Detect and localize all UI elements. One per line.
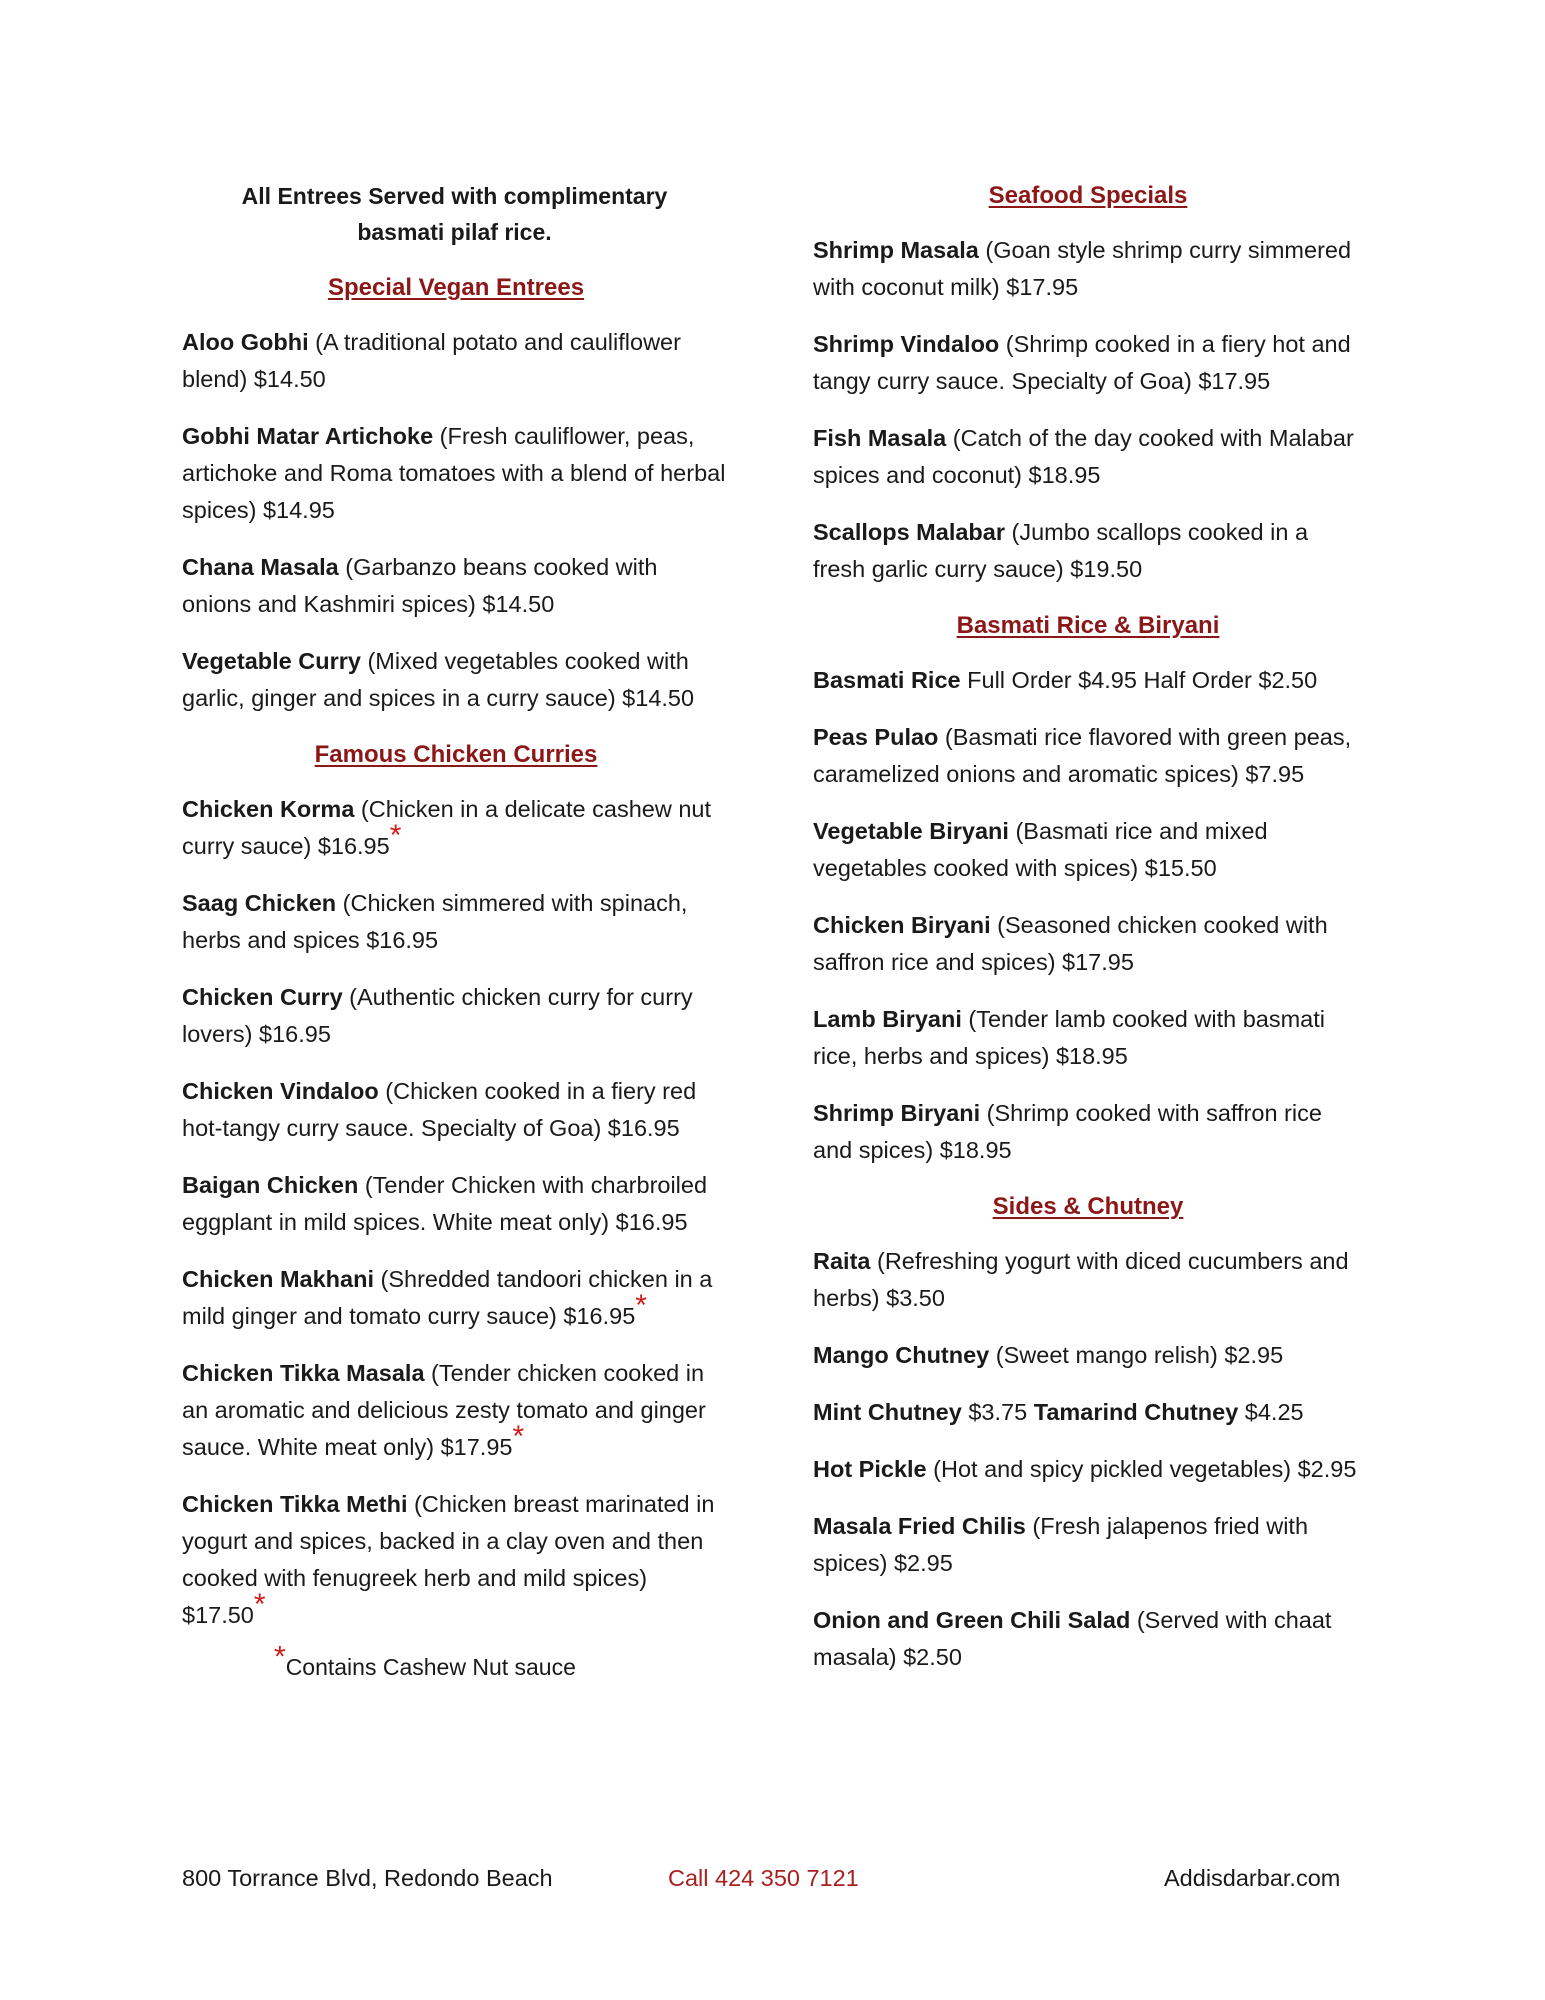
cashew-footnote (182, 1640, 730, 1681)
item-description: (Tender Chicken with charbroiled eggplant in mild spices. White meat only) $16.95 (182, 1172, 708, 1235)
right-column (813, 178, 1363, 1696)
menu-item (182, 324, 730, 398)
menu-item (813, 907, 1363, 981)
section-vegan-entrees (182, 270, 730, 717)
item-description: (Shrimp cooked in a fiery hot and tangy curry sauce. Specialty of Goa) $17.95 (813, 331, 1351, 394)
item-description: (A traditional potato and cauliflower blend) $14.50 (182, 329, 681, 392)
section-title: Seafood Specials (988, 182, 1188, 209)
item-name: Scallops Malabar (813, 519, 1005, 545)
menu-item (182, 1261, 730, 1335)
section-seafood-specials (813, 178, 1363, 588)
item-name: Baigan Chicken (182, 1172, 359, 1198)
intro-note (182, 178, 727, 250)
item-name: Hot Pickle (813, 1456, 927, 1482)
footer-website[interactable]: Addisdarbar.com (1164, 1865, 1341, 1891)
item-description: (Seasoned chicken cooked with saffron rice and spices) $17.95 (813, 912, 1328, 975)
menu-item (813, 232, 1363, 306)
cashew-star-marker: * (389, 819, 402, 853)
item-name: Chicken Tikka Masala (182, 1360, 425, 1386)
item-name: Fish Masala (813, 425, 947, 451)
item-description: (Authentic chicken curry for curry lovers) $16.95 (182, 984, 693, 1047)
item-description: (Chicken in a delicate cashew nut curry sauce) $16.95 (182, 796, 711, 859)
item-name: Onion and Green Chili Salad (813, 1607, 1131, 1633)
item-description: (Refreshing yogurt with diced cucumbers and herbs) $3.50 (813, 1248, 1349, 1311)
footer-address: 800 Torrance Blvd, Redondo Beach (182, 1865, 553, 1891)
menu-item (813, 1095, 1363, 1169)
footer-phone[interactable]: Call 424 350 7121 (668, 1865, 859, 1891)
item-description: (Shrimp cooked with saffron rice and spices) $18.95 (813, 1100, 1322, 1163)
cashew-star-marker: * (253, 1588, 266, 1622)
menu-item (813, 1394, 1363, 1431)
item-description: (Basmati rice and mixed vegetables cooked with spices) $15.50 (813, 818, 1268, 881)
item-name: Basmati Rice (813, 667, 961, 693)
menu-item (182, 791, 730, 865)
footnote-text: Contains Cashew Nut sauce (285, 1654, 576, 1680)
item-name: Saag Chicken (182, 890, 337, 916)
menu-item (182, 979, 730, 1053)
section-title: Special Vegan Entrees (327, 274, 585, 301)
menu-item (182, 1355, 730, 1466)
menu-item (182, 418, 730, 529)
item-description: (Chicken breast marinated in yogurt and spices, backed in a clay oven and then cooked with fenugreek herb and mild spices) $17.50 (182, 1491, 715, 1628)
item-description: (Basmati rice flavored with green peas, caramelized onions and aromatic spices) $7.95 (813, 724, 1352, 787)
section-sides-chutney (813, 1189, 1363, 1676)
item-name: Chicken Curry (182, 984, 343, 1010)
section-chicken-curries (182, 737, 730, 1634)
footnote-star: * (274, 1640, 286, 1674)
item-description: (Served with chaat masala) $2.50 (813, 1607, 1332, 1670)
menu-item (182, 549, 730, 623)
item-description: (Catch of the day cooked with Malabar spices and coconut) $18.95 (813, 425, 1354, 488)
menu-item (813, 813, 1363, 887)
item-description: (Tender chicken cooked in an aromatic and delicious zesty tomato and ginger sauce. White meat only) $17.95 (182, 1360, 706, 1460)
item-name: Vegetable Curry (182, 648, 361, 674)
item-description: (Chicken simmered with spinach, herbs and spices $16.95 (182, 890, 688, 953)
item-name: Vegetable Biryani (813, 818, 1009, 844)
item-description-secondary: $4.25 (1238, 1399, 1304, 1425)
cashew-star-marker: * (512, 1420, 525, 1454)
menu-item (182, 1073, 730, 1147)
item-name: Shrimp Masala (813, 237, 979, 263)
item-description: (Fresh cauliflower, peas, artichoke and Roma tomatoes with a blend of herbal spices) $14.95 (182, 423, 726, 523)
item-name: Gobhi Matar Artichoke (182, 423, 434, 449)
menu-item (813, 1508, 1363, 1582)
item-description: (Chicken cooked in a fiery red hot-tangy curry sauce. Specialty of Goa) $16.95 (182, 1078, 697, 1141)
item-name: Raita (813, 1248, 871, 1274)
item-name: Peas Pulao (813, 724, 939, 750)
item-name: Chana Masala (182, 554, 339, 580)
section-title: Sides & Chutney (992, 1193, 1184, 1220)
menu-item (813, 420, 1363, 494)
item-name: Chicken Tikka Methi (182, 1491, 408, 1517)
menu-item (813, 326, 1363, 400)
item-description: (Shredded tandoori chicken in a mild ginger and tomato curry sauce) $16.95 (182, 1266, 713, 1329)
menu-item (813, 1337, 1363, 1374)
menu-item (182, 1486, 730, 1634)
menu-item (813, 1451, 1363, 1488)
menu-item (813, 1001, 1363, 1075)
cashew-star-marker: * (635, 1289, 647, 1323)
item-name: Shrimp Biryani (813, 1100, 981, 1126)
item-name: Shrimp Vindaloo (813, 331, 1000, 357)
item-name: Mango Chutney (813, 1342, 990, 1368)
item-description: (Tender lamb cooked with basmati rice, herbs and spices) $18.95 (813, 1006, 1325, 1069)
item-name: Mint Chutney (813, 1399, 962, 1425)
section-title: Famous Chicken Curries (314, 741, 598, 768)
left-column (182, 178, 730, 1681)
item-description: $3.75 (961, 1399, 1034, 1425)
intro-line-2: basmati pilaf rice. (357, 219, 552, 245)
item-name: Aloo Gobhi (182, 329, 309, 355)
item-description: (Mixed vegetables cooked with garlic, ginger and spices in a curry sauce) $14.50 (182, 648, 695, 711)
intro-line-1: All Entrees Served with complimentary (241, 183, 668, 209)
item-description: (Hot and spicy pickled vegetables) $2.95 (926, 1456, 1357, 1482)
menu-item (182, 643, 730, 717)
section-title: Basmati Rice & Biryani (956, 612, 1220, 639)
section-rice-biryani (813, 608, 1363, 1169)
item-name: Lamb Biryani (813, 1006, 962, 1032)
item-description: (Fresh jalapenos fried with spices) $2.95 (813, 1513, 1309, 1576)
menu-item (182, 1167, 730, 1241)
item-name: Chicken Vindaloo (182, 1078, 379, 1104)
item-name: Chicken Makhani (182, 1266, 374, 1292)
menu-item (182, 885, 730, 959)
item-name: Masala Fried Chilis (813, 1513, 1026, 1539)
menu-item (813, 719, 1363, 793)
item-description: Full Order $4.95 Half Order $2.50 (960, 667, 1318, 693)
item-description: (Jumbo scallops cooked in a fresh garlic curry sauce) $19.50 (813, 519, 1309, 582)
item-description: (Sweet mango relish) $2.95 (989, 1342, 1284, 1368)
item-name: Chicken Korma (182, 796, 355, 822)
item-name-secondary: Tamarind Chutney (1033, 1399, 1239, 1425)
item-description: (Garbanzo beans cooked with onions and Kashmiri spices) $14.50 (182, 554, 658, 617)
menu-item (813, 662, 1363, 699)
menu-item (813, 1602, 1363, 1676)
menu-item (813, 514, 1363, 588)
item-description: (Goan style shrimp curry simmered with coconut milk) $17.95 (813, 237, 1352, 300)
menu-item (813, 1243, 1363, 1317)
item-name: Chicken Biryani (813, 912, 991, 938)
